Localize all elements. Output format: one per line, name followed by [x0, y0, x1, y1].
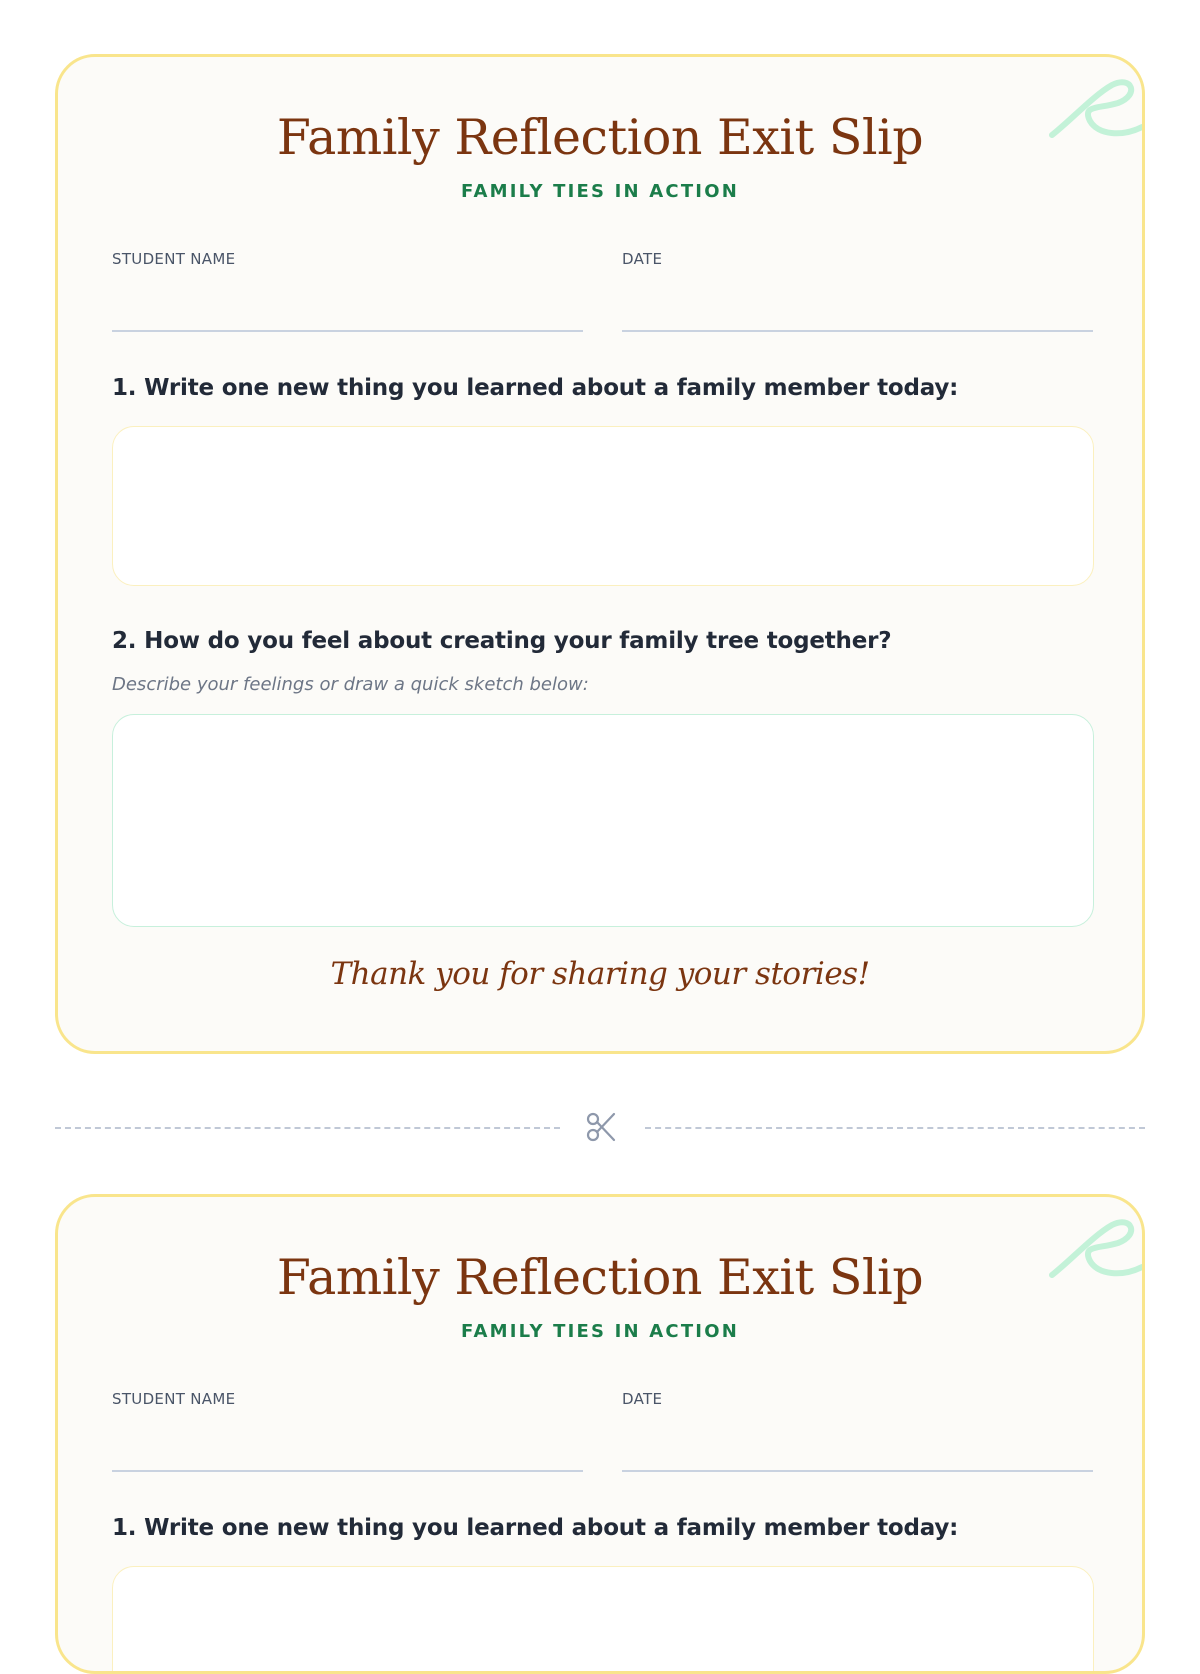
student-name-line[interactable] [112, 330, 583, 332]
dashed-line-left [55, 1127, 560, 1129]
question-2: 2. How do you feel about creating your family tree together? [112, 628, 892, 654]
student-name-label: STUDENT NAME [112, 250, 236, 268]
slip-subtitle: FAMILY TIES IN ACTION [461, 1321, 739, 1342]
cut-divider [55, 1108, 1145, 1148]
dashed-line-right [645, 1127, 1145, 1129]
date-label: DATE [622, 1390, 663, 1408]
closing-message: Thank you for sharing your stories! [330, 956, 870, 992]
slip-title: Family Reflection Exit Slip [276, 109, 924, 166]
slip-title: Family Reflection Exit Slip [276, 1249, 924, 1306]
student-name-label: STUDENT NAME [112, 1390, 236, 1408]
question-1: 1. Write one new thing you learned about a family member today: [112, 1515, 959, 1541]
student-name-line[interactable] [112, 1470, 583, 1472]
exit-slip [55, 54, 1145, 1054]
answer-box-2[interactable] [112, 714, 1094, 927]
slip-subtitle: FAMILY TIES IN ACTION [461, 181, 739, 202]
exit-slip [55, 1194, 1145, 1674]
answer-box-1[interactable] [112, 426, 1094, 586]
answer-box-1[interactable] [112, 1566, 1094, 1674]
scissors-icon [585, 1110, 619, 1144]
question-1: 1. Write one new thing you learned about a family member today: [112, 375, 959, 401]
date-line[interactable] [622, 1470, 1093, 1472]
date-label: DATE [622, 250, 663, 268]
question-2-hint: Describe your feelings or draw a quick sketch below: [112, 674, 589, 695]
date-line[interactable] [622, 330, 1093, 332]
